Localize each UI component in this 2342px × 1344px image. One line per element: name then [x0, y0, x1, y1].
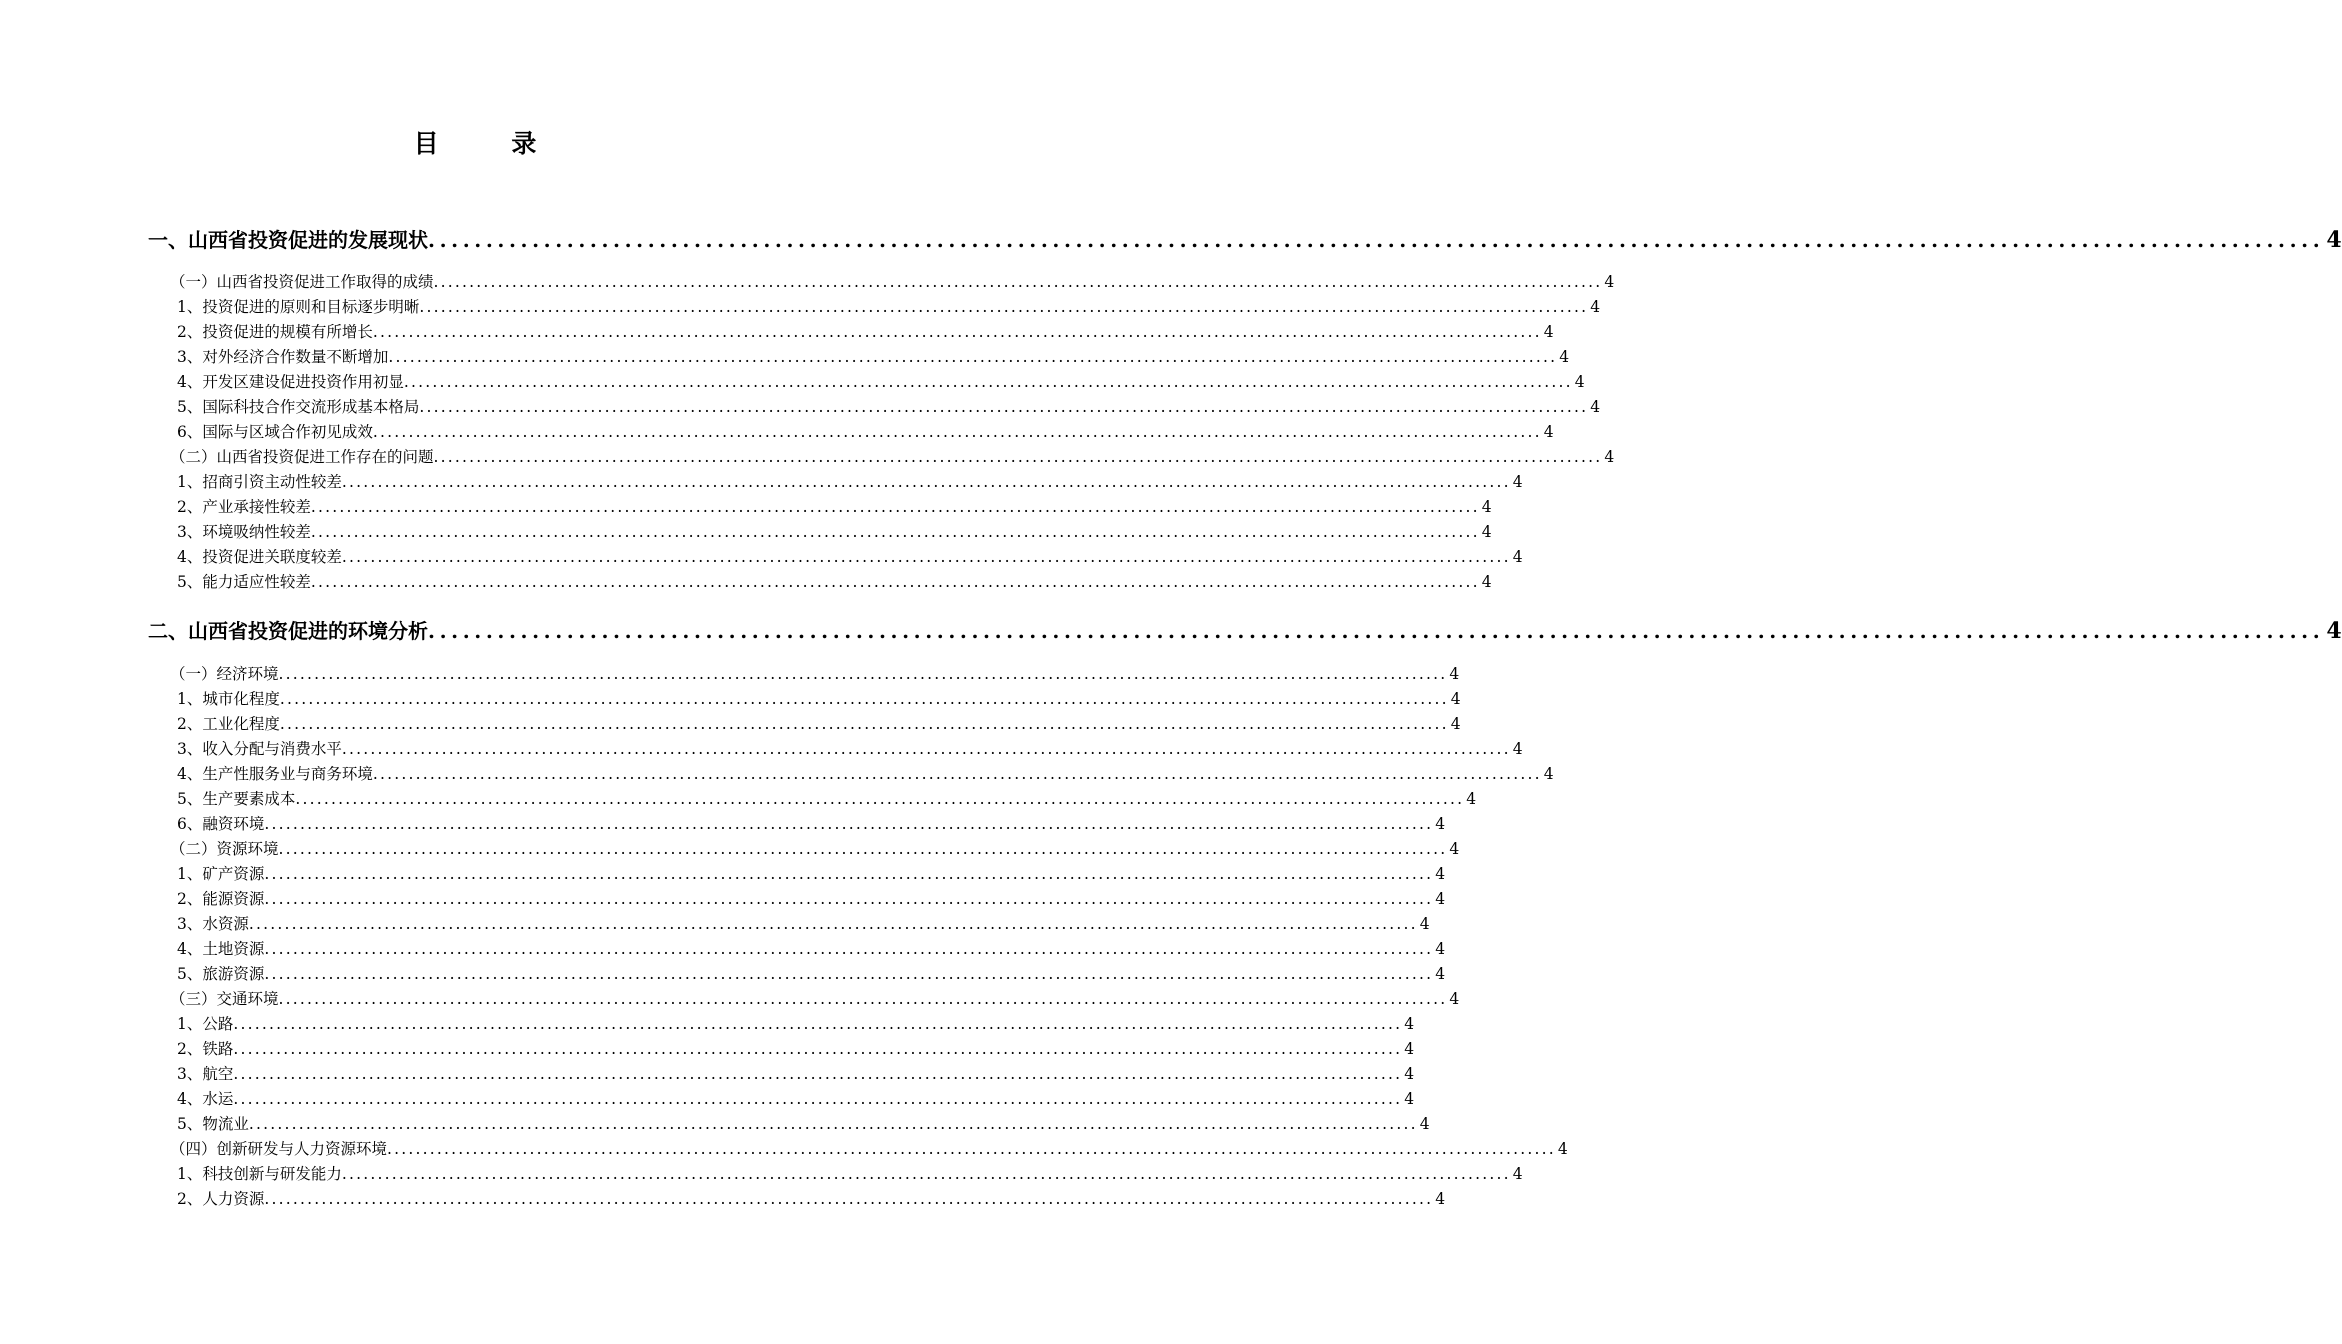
- toc-leader-dots: ....................................................................................................................................................................: [433, 273, 1603, 291]
- toc-leader-dots: ....................................................................................................................................................................: [372, 323, 1542, 341]
- toc-page-number: 4: [1574, 373, 1585, 391]
- toc-entry-title: 3、收入分配与消费水平: [177, 740, 342, 758]
- toc-page-number: 4: [2326, 618, 2342, 644]
- toc-page-number: 4: [1604, 448, 1615, 466]
- toc-page-number: 4: [1512, 548, 1523, 566]
- toc-section-entry[interactable]: [170, 837, 1460, 859]
- toc-subsection-entry[interactable]: [177, 1187, 1446, 1209]
- toc-page-number: 4: [1559, 348, 1570, 366]
- toc-subsection-entry[interactable]: [177, 887, 1446, 909]
- toc-leader-dots: ....................................................................................................................................................................: [387, 1140, 1556, 1158]
- toc-page-number: 4: [1404, 1065, 1415, 1083]
- toc-subsection-entry[interactable]: [177, 470, 1523, 492]
- toc-entry-title: 5、国际科技合作交流形成基本格局: [177, 398, 420, 416]
- toc-leader-dots: ....................................................................................................................................................................: [233, 1040, 1403, 1058]
- toc-subsection-entry[interactable]: [177, 320, 1554, 342]
- toc-subsection-entry[interactable]: [177, 912, 1430, 934]
- toc-leader-dots: ....................................................................................................................................................................: [264, 815, 1434, 833]
- toc-leader-dots: ....................................................................................................................................................................: [248, 1115, 1418, 1133]
- toc-section-entry[interactable]: [170, 1137, 1568, 1159]
- toc-entry-title: （一）经济环境: [170, 665, 279, 683]
- toc-subsection-entry[interactable]: [177, 370, 1585, 392]
- toc-leader-dots: ....................................................................................................................................................................: [279, 715, 1449, 733]
- toc-leader-dots: ....................................................................................................................................................................: [264, 865, 1434, 883]
- toc-entry-title: 4、开发区建设促进投资作用初显: [177, 373, 404, 391]
- toc-leader-dots: ....................................................................................................................................................................: [341, 740, 1511, 758]
- toc-page-number: 4: [1557, 1140, 1568, 1158]
- toc-leader-dots: ....................................................................................................................................................................: [341, 548, 1511, 566]
- toc-subsection-entry[interactable]: [177, 1162, 1523, 1184]
- toc-page-number: 4: [1404, 1040, 1415, 1058]
- page-title: 目 录: [413, 129, 569, 158]
- toc-entry-title: 1、公路: [177, 1015, 234, 1033]
- toc-page-number: 4: [1481, 498, 1492, 516]
- toc-entry-title: （二）山西省投资促进工作存在的问题: [170, 448, 434, 466]
- toc-entry-title: 6、国际与区域合作初见成效: [177, 423, 373, 441]
- toc-page-number: 4: [1449, 990, 1460, 1008]
- toc-leader-dots: ....................................................................................................................................................................: [341, 1165, 1511, 1183]
- toc-entry-title: （一）山西省投资促进工作取得的成绩: [170, 273, 434, 291]
- toc-subsection-entry[interactable]: [177, 687, 1461, 709]
- toc-subsection-entry[interactable]: [177, 345, 1570, 367]
- toc-entry-title: 4、土地资源: [177, 940, 265, 958]
- toc-subsection-entry[interactable]: [177, 420, 1554, 442]
- toc-leader-dots: ....................................................................................................................................................................: [428, 228, 2325, 252]
- toc-page-number: 4: [1435, 815, 1446, 833]
- toc-leader-dots: ....................................................................................................................................................................: [372, 765, 1542, 783]
- toc-page-number: 4: [1404, 1090, 1415, 1108]
- toc-leader-dots: ....................................................................................................................................................................: [341, 473, 1511, 491]
- toc-subsection-entry[interactable]: [177, 962, 1446, 984]
- toc-page-number: 4: [1512, 473, 1523, 491]
- toc-page-number: 4: [1404, 1015, 1415, 1033]
- toc-entry-title: 二、山西省投资促进的环境分析: [148, 619, 428, 643]
- toc-chapter-entry[interactable]: [148, 615, 2342, 645]
- toc-leader-dots: ....................................................................................................................................................................: [248, 915, 1418, 933]
- toc-subsection-entry[interactable]: [177, 762, 1554, 784]
- toc-subsection-entry[interactable]: [177, 937, 1446, 959]
- toc-subsection-entry[interactable]: [177, 812, 1446, 834]
- toc-subsection-entry[interactable]: [177, 1062, 1415, 1084]
- toc-entry-title: 3、对外经济合作数量不断增加: [177, 348, 389, 366]
- toc-entry-title: （三）交通环境: [170, 990, 279, 1008]
- toc-leader-dots: ....................................................................................................................................................................: [433, 448, 1603, 466]
- toc-page-number: 4: [1435, 865, 1446, 883]
- toc-leader-dots: ....................................................................................................................................................................: [264, 965, 1434, 983]
- toc-entry-title: 4、水运: [177, 1090, 234, 1108]
- toc-entry-title: 3、环境吸纳性较差: [177, 523, 311, 541]
- toc-subsection-entry[interactable]: [177, 1112, 1430, 1134]
- toc-page-number: 4: [1435, 1190, 1446, 1208]
- toc-page-number: 4: [1543, 423, 1554, 441]
- toc-page-number: 4: [2326, 227, 2342, 253]
- toc-entry-title: 4、投资促进关联度较差: [177, 548, 342, 566]
- toc-page-number: 4: [1481, 523, 1492, 541]
- toc-entry-title: 3、航空: [177, 1065, 234, 1083]
- toc-section-entry[interactable]: [170, 270, 1615, 292]
- toc-subsection-entry[interactable]: [177, 1087, 1415, 1109]
- toc-leader-dots: ....................................................................................................................................................................: [310, 523, 1480, 541]
- toc-entry-title: 4、生产性服务业与商务环境: [177, 765, 373, 783]
- toc-leader-dots: ....................................................................................................................................................................: [233, 1090, 1403, 1108]
- toc-page-number: 4: [1435, 940, 1446, 958]
- toc-page-number: 4: [1543, 765, 1554, 783]
- toc-page-number: 4: [1512, 740, 1523, 758]
- toc-entry-title: 3、水资源: [177, 915, 249, 933]
- toc-leader-dots: ....................................................................................................................................................................: [403, 373, 1573, 391]
- toc-entry-title: 1、矿产资源: [177, 865, 265, 883]
- toc-leader-dots: ....................................................................................................................................................................: [233, 1065, 1403, 1083]
- toc-leader-dots: ....................................................................................................................................................................: [264, 940, 1434, 958]
- toc-leader-dots: ....................................................................................................................................................................: [388, 348, 1558, 366]
- toc-leader-dots: ....................................................................................................................................................................: [428, 619, 2325, 643]
- toc-subsection-entry[interactable]: [177, 737, 1523, 759]
- toc-subsection-entry[interactable]: [177, 1037, 1415, 1059]
- toc-entry-title: 1、招商引资主动性较差: [177, 473, 342, 491]
- toc-leader-dots: ....................................................................................................................................................................: [419, 298, 1589, 316]
- toc-entry-title: 1、投资促进的原则和目标逐步明晰: [177, 298, 420, 316]
- toc-page-number: 4: [1435, 965, 1446, 983]
- toc-page-number: 4: [1449, 840, 1460, 858]
- toc-page-number: 4: [1590, 398, 1601, 416]
- toc-entry-title: 5、物流业: [177, 1115, 249, 1133]
- toc-entry-title: 1、科技创新与研发能力: [177, 1165, 342, 1183]
- toc-leader-dots: ....................................................................................................................................................................: [419, 398, 1589, 416]
- toc-entry-title: 2、产业承接性较差: [177, 498, 311, 516]
- toc-page-number: 4: [1449, 665, 1460, 683]
- toc-entry-title: 6、融资环境: [177, 815, 265, 833]
- toc-page-number: 4: [1450, 690, 1461, 708]
- toc-entry-title: 2、工业化程度: [177, 715, 280, 733]
- toc-entry-title: 2、能源资源: [177, 890, 265, 908]
- toc-leader-dots: ....................................................................................................................................................................: [264, 1190, 1434, 1208]
- toc-page-number: 4: [1604, 273, 1615, 291]
- toc-entry-title: （二）资源环境: [170, 840, 279, 858]
- toc-subsection-entry[interactable]: [177, 712, 1461, 734]
- toc-entry-title: 2、人力资源: [177, 1190, 265, 1208]
- toc-subsection-entry[interactable]: [177, 787, 1477, 809]
- toc-leader-dots: ....................................................................................................................................................................: [372, 423, 1542, 441]
- toc-page-number: 4: [1435, 890, 1446, 908]
- toc-entry-title: （四）创新研发与人力资源环境: [170, 1140, 388, 1158]
- toc-page-number: 4: [1450, 715, 1461, 733]
- toc-entry-title: 1、城市化程度: [177, 690, 280, 708]
- toc-leader-dots: ....................................................................................................................................................................: [233, 1015, 1403, 1033]
- toc-page-number: 4: [1543, 323, 1554, 341]
- toc-section-entry[interactable]: [170, 662, 1460, 684]
- toc-leader-dots: ....................................................................................................................................................................: [310, 573, 1480, 591]
- toc-leader-dots: ....................................................................................................................................................................: [310, 498, 1480, 516]
- toc-leader-dots: ....................................................................................................................................................................: [278, 990, 1448, 1008]
- toc-entry-title: 一、山西省投资促进的发展现状: [148, 228, 428, 252]
- toc-subsection-entry[interactable]: [177, 495, 1492, 517]
- toc-page-number: 4: [1481, 573, 1492, 591]
- toc-leader-dots: ....................................................................................................................................................................: [295, 790, 1465, 808]
- toc-subsection-entry[interactable]: [177, 862, 1446, 884]
- toc-page-number: 4: [1512, 1165, 1523, 1183]
- toc-subsection-entry[interactable]: [177, 295, 1601, 317]
- toc-section-entry[interactable]: [170, 445, 1615, 467]
- toc-subsection-entry[interactable]: [177, 1012, 1415, 1034]
- toc-page-number: 4: [1419, 915, 1430, 933]
- toc-subsection-entry[interactable]: [177, 520, 1492, 542]
- toc-leader-dots: ....................................................................................................................................................................: [278, 665, 1448, 683]
- toc-leader-dots: ....................................................................................................................................................................: [264, 890, 1434, 908]
- toc-section-entry[interactable]: [170, 987, 1460, 1009]
- toc-page-number: 4: [1419, 1115, 1430, 1133]
- toc-subsection-entry[interactable]: [177, 570, 1492, 592]
- toc-entry-title: 5、旅游资源: [177, 965, 265, 983]
- toc-entry-title: 5、能力适应性较差: [177, 573, 311, 591]
- toc-entry-title: 2、铁路: [177, 1040, 234, 1058]
- toc-entry-title: 5、生产要素成本: [177, 790, 296, 808]
- toc-leader-dots: ....................................................................................................................................................................: [278, 840, 1448, 858]
- toc-page-number: 4: [1466, 790, 1477, 808]
- toc-entry-title: 2、投资促进的规模有所增长: [177, 323, 373, 341]
- toc-leader-dots: ....................................................................................................................................................................: [279, 690, 1449, 708]
- toc-subsection-entry[interactable]: [177, 545, 1523, 567]
- toc-page-number: 4: [1590, 298, 1601, 316]
- toc-subsection-entry[interactable]: [177, 395, 1601, 417]
- toc-chapter-entry[interactable]: [148, 224, 2342, 254]
